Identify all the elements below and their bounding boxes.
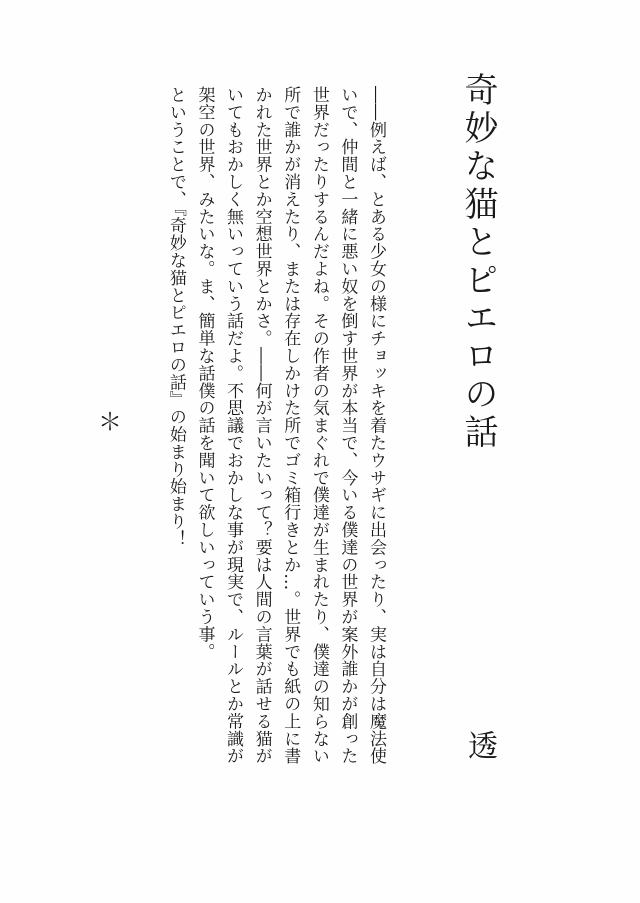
body-paragraph-1: ――例えば、とある少女の様にチョッキを着たウサギに出会ったり、実は自分は魔法使いで、仲間と一緒に悪い奴を倒す世界が本当で、今いる僕達の世界が案外誰かが創った世界だったりするんだよね。その作者の気まぐれで僕達が生まれたり、僕達の知らない所で誰かが消えたり、または存在しかけた所でゴミ箱行きとか…。世界でも紙の上に書かれた世界とか空想世界とかさ。――何が言いたいって？要は人間の言葉が話せる猫がいてもおかしく無いっていう話だよ。不思議でおかしな事が現実で、ルールとか常識が架空の世界、みたいな。ま、簡単な話僕の話を聞いて欲しいっていう事。	[194, 86, 386, 765]
body-paragraph-2: ということで、『奇妙な猫とピエロの話』の始まり始まり！	[165, 86, 186, 548]
story-title: 奇妙な猫とピエロの話	[458, 72, 498, 452]
story-body	[161, 86, 390, 776]
author-name: 透	[462, 730, 497, 760]
section-separator: ＊	[98, 408, 122, 436]
